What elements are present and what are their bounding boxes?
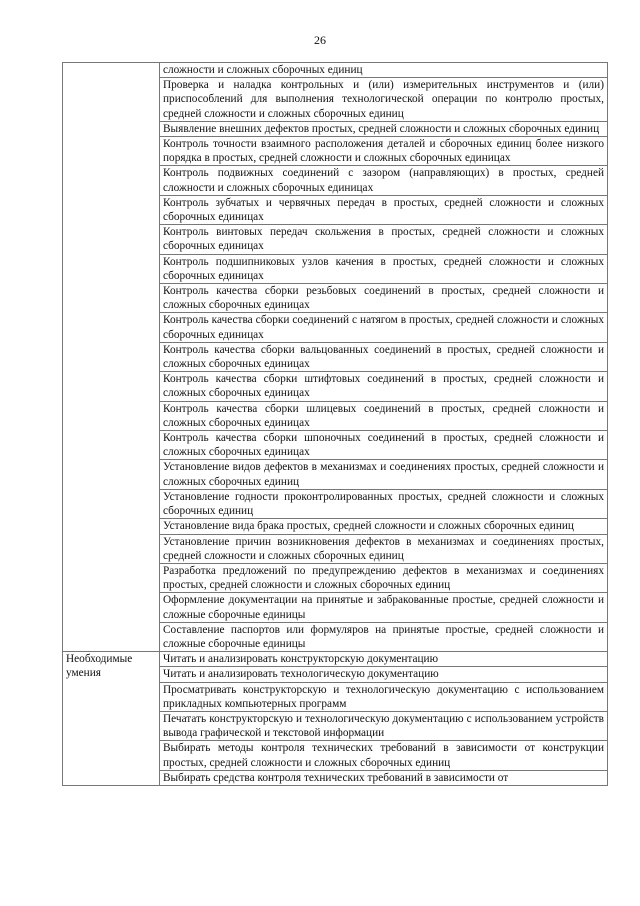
action-cell: Разработка предложений по предупреждению дефектов в механизмах и соединениях простых, средней сложности и сложных сборочных единиц [160, 563, 608, 592]
skills-label: Необходимые умения [63, 652, 160, 786]
skill-cell: Читать и анализировать технологическую документацию [160, 667, 608, 682]
skill-cell: Читать и анализировать конструкторскую документацию [160, 652, 608, 667]
skill-cell: Выбирать методы контроля технических требований в зависимости от конструкции простых, средней сложности и сложных сборочных единиц [160, 741, 608, 770]
table-row [63, 652, 608, 667]
requirements-table [62, 62, 608, 786]
action-cell: Выявление внешних дефектов простых, средней сложности и сложных сборочных единиц [160, 121, 608, 136]
action-cell: Установление годности проконтролированных простых, средней сложности и сложных сборочных единиц [160, 489, 608, 518]
action-cell: Контроль качества сборки соединений с натягом в простых, средней сложности и сложных сборочных единицах [160, 313, 608, 342]
action-cell: Составление паспортов или формуляров на принятые простые, средней сложности и сложные сборочные единицы [160, 622, 608, 651]
skill-cell: Выбирать средства контроля технических требований в зависимости от [160, 770, 608, 785]
action-cell: сложности и сложных сборочных единиц [160, 63, 608, 78]
empty-label-cell [63, 63, 160, 652]
action-cell: Контроль качества сборки шпоночных соединений в простых, средней сложности и сложных сборочных единицах [160, 431, 608, 460]
action-cell: Контроль точности взаимного расположения деталей и сборочных единиц более низкого порядка в простых, средней сложности и сложных сборочных единицах [160, 137, 608, 166]
action-cell: Контроль качества сборки шлицевых соединений в простых, средней сложности и сложных сборочных единицах [160, 401, 608, 430]
action-cell: Контроль подшипниковых узлов качения в простых, средней сложности и сложных сборочных единицах [160, 254, 608, 283]
action-cell: Оформление документации на принятые и забракованные простые, средней сложности и сложные сборочные единицы [160, 593, 608, 622]
action-cell: Контроль винтовых передач скольжения в простых, средней сложности и сложных сборочных единицах [160, 225, 608, 254]
action-cell: Контроль подвижных соединений с зазором (направляющих) в простых, средней сложности и сложных сборочных единицах [160, 166, 608, 195]
action-cell: Контроль зубчатых и червячных передач в простых, средней сложности и сложных сборочных единицах [160, 195, 608, 224]
table-row [63, 63, 608, 78]
action-cell: Установление вида брака простых, средней сложности и сложных сборочных единиц [160, 519, 608, 534]
action-cell: Контроль качества сборки штифтовых соединений в простых, средней сложности и сложных сборочных единицах [160, 372, 608, 401]
action-cell: Установление видов дефектов в механизмах и соединениях простых, средней сложности и сложных сборочных единиц [160, 460, 608, 489]
page-number: 26 [314, 33, 326, 47]
action-cell: Контроль качества сборки резьбовых соединений в простых, средней сложности и сложных сборочных единицах [160, 284, 608, 313]
action-cell: Контроль качества сборки вальцованных соединений в простых, средней сложности и сложных сборочных единицах [160, 342, 608, 371]
action-cell: Проверка и наладка контрольных и (или) измерительных инструментов и (или) приспособлений для выполнения технологической операции по контролю простых, средней сложности и сложных сборочных единиц [160, 78, 608, 122]
skill-cell: Просматривать конструкторскую и технологическую документацию с использованием прикладных компьютерных программ [160, 682, 608, 711]
action-cell: Установление причин возникновения дефектов в механизмах и соединениях простых, средней сложности и сложных сборочных единиц [160, 534, 608, 563]
skill-cell: Печатать конструкторскую и технологическую документацию с использованием устройств вывода графической и текстовой информации [160, 711, 608, 740]
